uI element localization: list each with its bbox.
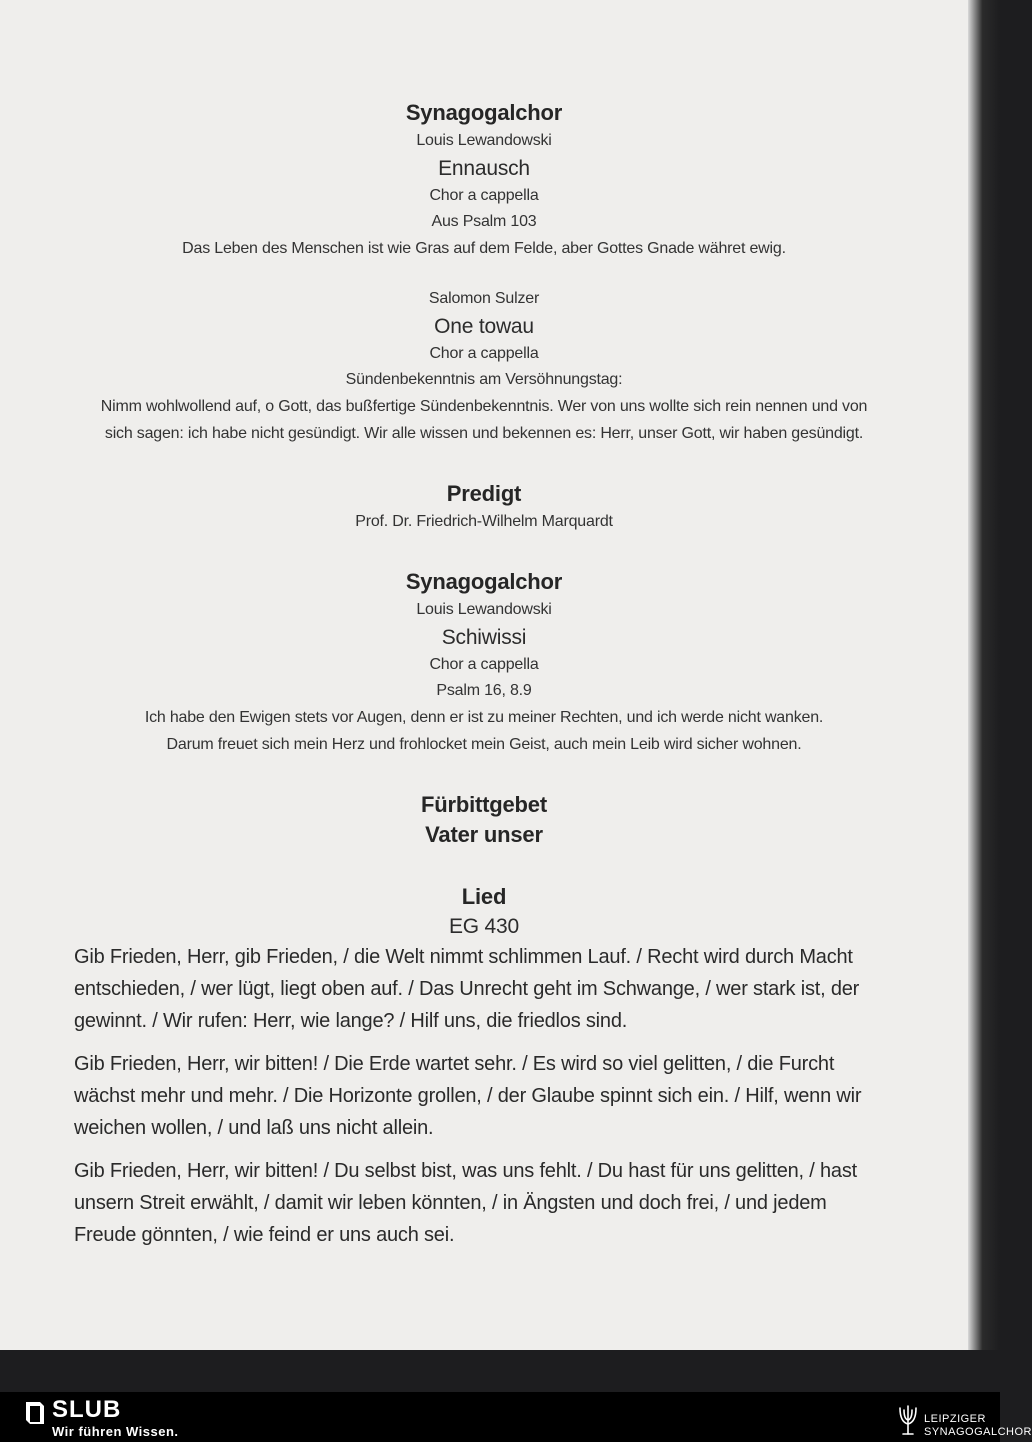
piece-text-line: sich sagen: ich habe nicht gesündigt. Wir alle wissen und bekennen es: Herr, unser Gott, wir haben gesündigt.: [104, 425, 864, 442]
partner-name-line2: SYNAGOGALCHOR: [924, 1426, 1032, 1438]
hymn-verse: Gib Frieden, Herr, wir bitten! / Du selbst bist, was uns fehlt. / Du hast für uns gelitten, / hast unsern Streit erwählt, / damit wir leben könnten, / in Ängsten und doch frei, / und jedem Freude gönnten, / wie feind er uns auch sei.: [74, 1160, 857, 1246]
piece-text-line: Darum freuet sich mein Herz und frohlocket mein Geist, auch mein Leib wird sicher wohnen.: [166, 736, 802, 753]
slub-book-icon: [24, 1400, 46, 1426]
piece-source: Aus Psalm 103: [431, 213, 537, 230]
hymn-verse: Gib Frieden, Herr, wir bitten! / Die Erde wartet sehr. / Es wird so viel gelitten, / die Furcht wächst mehr und mehr. / Die Horizonte grollen, / der Glaube spinnt sich ein. / Hilf, wenn wir weichen wollen, / und laß uns nicht allein.: [74, 1053, 862, 1139]
hymn-number: EG 430: [448, 915, 519, 938]
composer: Louis Lewandowski: [416, 132, 552, 149]
piece-source: Psalm 16, 8.9: [436, 682, 532, 699]
piece-title: Ennausch: [438, 157, 530, 180]
section-heading: Fürbittgebet: [421, 792, 547, 817]
piece-text: Das Leben des Menschen ist wie Gras auf dem Felde, aber Gottes Gnade währet ewig.: [182, 240, 786, 257]
slub-name: SLUB: [52, 1396, 122, 1423]
composer: Salomon Sulzer: [428, 290, 540, 307]
piece-text-line: Ich habe den Ewigen stets vor Augen, denn er ist zu meiner Rechten, und ich werde nicht wanken.: [144, 709, 824, 726]
piece-title: One towau: [434, 315, 534, 338]
menorah-icon: [896, 1402, 920, 1438]
hymn-verse: Gib Frieden, Herr, gib Frieden, / die Welt nimmt schlimmen Lauf. / Recht wird durch Macht entschieden, / wer lügt, liegt oben auf. / Das Unrecht geht im Schwange, / wer stark ist, der gewinnt. / Wir rufen: Herr, wie lange? / Hilf uns, die friedlos sind.: [74, 946, 860, 1032]
hymn-verses: [74, 941, 894, 1251]
section-heading: Predigt: [446, 481, 522, 506]
piece-setting: Chor a cappella: [429, 187, 539, 204]
section-heading: Lied: [461, 884, 507, 909]
piece-title: Schiwissi: [441, 626, 527, 649]
speaker: Prof. Dr. Friedrich-Wilhelm Marquardt: [355, 513, 613, 530]
section-heading: Synagogalchor: [405, 569, 563, 594]
piece-setting: Chor a cappella: [429, 345, 539, 362]
page-edge-shadow: [968, 0, 1000, 1350]
partner-name-line1: LEIPZIGER: [924, 1413, 986, 1425]
piece-setting: Chor a cappella: [429, 656, 539, 673]
section-heading: Synagogalchor: [405, 100, 563, 125]
piece-source: Sündenbekenntnis am Versöhnungstag:: [345, 371, 623, 388]
program-content: [60, 98, 908, 1262]
section-heading: Vater unser: [425, 822, 543, 847]
composer: Louis Lewandowski: [416, 601, 552, 618]
piece-text-line: Nimm wohlwollend auf, o Gott, das bußfertige Sündenbekenntnis. Wer von uns wollte sich rein nennen und von: [100, 398, 868, 415]
slub-tagline: Wir führen Wissen.: [52, 1424, 179, 1439]
